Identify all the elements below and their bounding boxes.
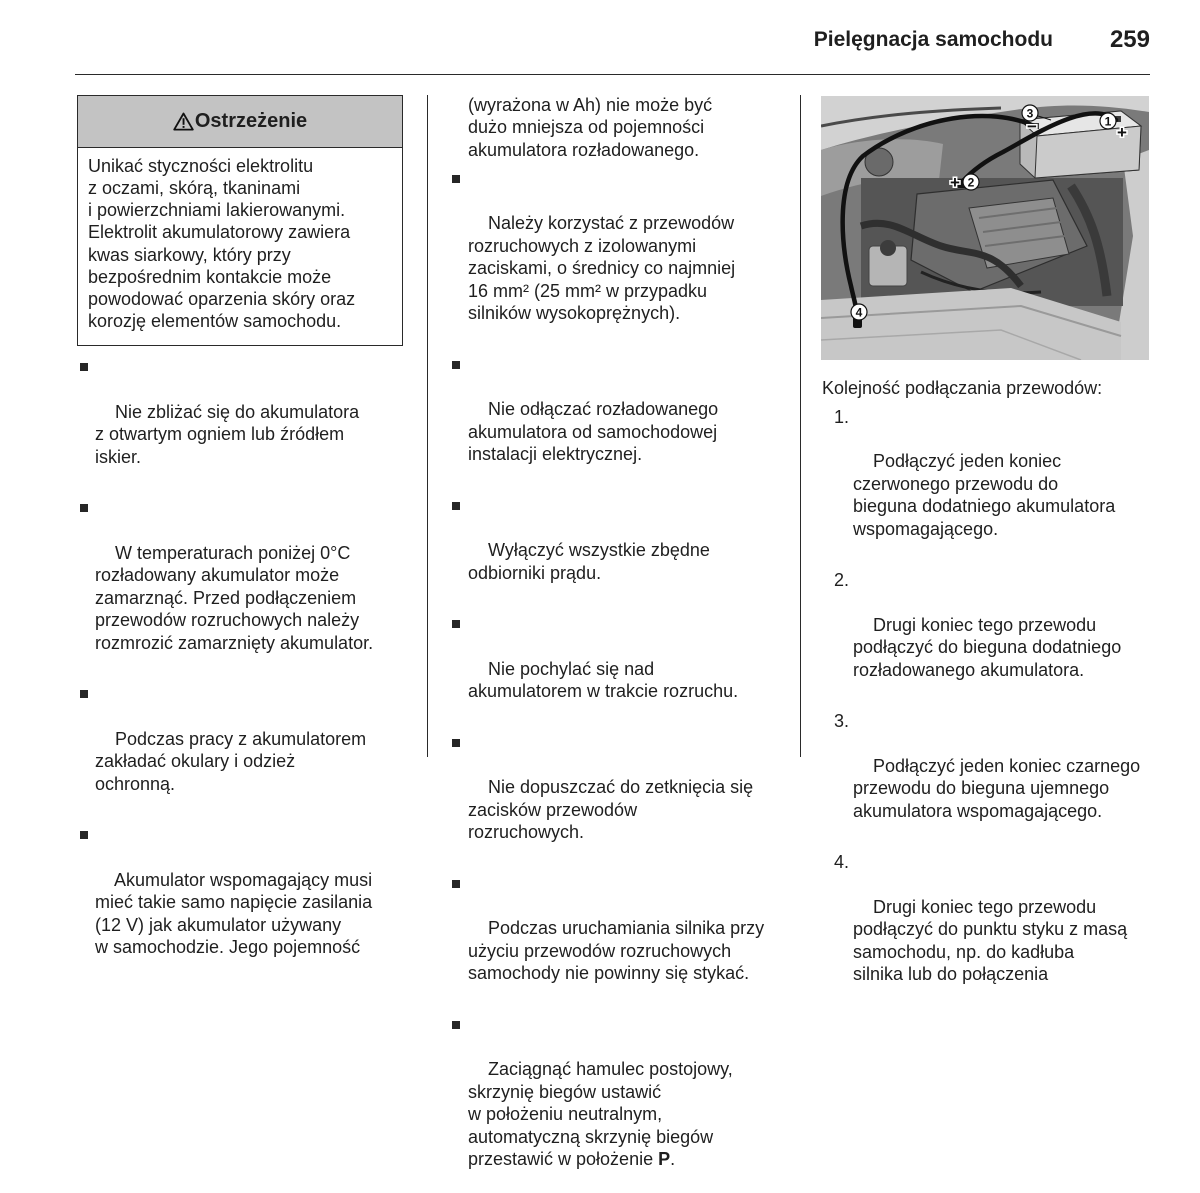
- list-item: [452, 494, 797, 606]
- list-item: [80, 683, 410, 818]
- list-item: [452, 732, 797, 867]
- bullet-marker: [452, 175, 460, 183]
- warning-title: Ostrzeżenie: [194, 110, 308, 132]
- bullet-marker: [80, 504, 88, 512]
- list-item-text: Wyłączyć wszystkie zbędne odbiorniki prądu.: [468, 540, 710, 583]
- list-item: [822, 710, 1162, 845]
- jump-start-figure: [821, 96, 1149, 360]
- list-item: [452, 1014, 797, 1193]
- minus-sign: −: [1027, 117, 1037, 136]
- step-number: 4.: [833, 852, 849, 873]
- step-number: 2.: [833, 570, 849, 591]
- list-item: [452, 353, 797, 488]
- list-item: [80, 824, 410, 981]
- list-item-text: Należy korzystać z przewodów rozruchowych z izolowanymi zaciskami, o średnicy co najmniej 16 mm² (25 mm² w przypadku silników wysokoprężnych).: [468, 213, 736, 324]
- column-divider-2: [800, 95, 801, 757]
- column-2-list: [452, 94, 797, 1193]
- step-text: Drugi koniec tego przewodu podłączyć do bieguna dodatniego rozładowanego akumulatora.: [853, 614, 1122, 680]
- step-number: 1.: [833, 406, 849, 427]
- warning-icon: [173, 112, 194, 131]
- bullet-marker: [452, 1021, 460, 1029]
- bullet-marker: [452, 880, 460, 888]
- callout-number: 1: [1104, 114, 1112, 129]
- bullet-marker: [80, 831, 88, 839]
- engine-bay-photo: [821, 96, 1149, 360]
- list-item: [822, 851, 1162, 1008]
- continuation-text: (wyrażona w Ah) nie może być dużo mniejsza od pojemności akumulatora rozładowanego.: [468, 94, 713, 160]
- list-item-text: Nie odłączać rozładowanego akumulatora od samochodowej instalacji elektrycznej.: [468, 399, 719, 465]
- list-item: [80, 356, 410, 491]
- plus-sign: +: [950, 173, 960, 192]
- step-text: Drugi koniec tego przewodu podłączyć do punktu styku z masą samochodu, np. do kadłuba silnika lub do połączenia: [853, 896, 1128, 985]
- step-number: 3.: [833, 711, 849, 732]
- list-item: [822, 569, 1162, 704]
- steps-intro: Kolejność podłączania przewodów:: [822, 377, 1103, 398]
- battery: [1020, 111, 1141, 178]
- list-item: [822, 406, 1162, 563]
- list-item-text: Podczas uruchamiania silnika przy użyciu przewodów rozruchowych samochody nie powinny się stykać.: [468, 918, 765, 984]
- list-item: [452, 167, 797, 347]
- callout-4: [851, 304, 867, 320]
- list-item-text: W temperaturach poniżej 0°C rozładowany akumulator może zamarznąć. Przed podłączeniem przewodów rozruchowych należy rozmrozić zamarznięty akumulator.: [95, 542, 374, 653]
- bullet-marker: [452, 739, 460, 747]
- list-item-text: Zaciągnąć hamulec postojowy, skrzynię biegów ustawić w położeniu neutralnym, automatyczną skrzynię biegów przestawić w położenie: [468, 1059, 733, 1170]
- warning-header: [78, 96, 402, 148]
- callout-number: 2: [967, 175, 975, 190]
- bullet-marker: [452, 620, 460, 628]
- bullet-marker: [80, 363, 88, 371]
- bullet-marker: [452, 361, 460, 369]
- column-divider-1: [427, 95, 428, 757]
- list-item: [80, 497, 410, 677]
- plus-sign: +: [1117, 123, 1127, 142]
- list-item-text: Nie zbliżać się do akumulatora z otwartym ogniem lub źródłem iskier.: [95, 401, 360, 467]
- bullet-marker: [452, 502, 460, 510]
- list-item: [452, 613, 797, 725]
- list-item-text-tail: .: [670, 1149, 676, 1170]
- list-item: [452, 873, 797, 1008]
- section-title: Pielęgnacja samochodu: [813, 28, 1053, 51]
- list-item-text: Nie dopuszczać do zetknięcia się zacisków przewodów rozruchowych.: [468, 777, 754, 843]
- list-item-text: Akumulator wspomagający musi mieć takie samo napięcie zasilania (12 V) jak akumulator używany w samochodzie. Jego pojemność: [95, 869, 373, 958]
- step-text: Podłączyć jeden koniec czerwonego przewodu do bieguna dodatniego akumulatora wspomagającego.: [853, 451, 1116, 539]
- bullet-marker: [80, 690, 88, 698]
- callout-number: 4: [855, 305, 863, 320]
- reservoir-cap: [880, 240, 896, 256]
- column-1-list: [80, 350, 410, 981]
- list-item-text: Nie pochylać się nad akumulatorem w trakcie rozruchu.: [468, 658, 739, 702]
- page-number: 259: [1109, 26, 1150, 53]
- warning-text: Unikać styczności elektrolitu z oczami, skórą, tkaninami i powierzchniami lakierowanymi. Elektrolit akumulatorowy zawiera kwas siarkowy, który przy bezpośrednim kontakcie może powodować oparzenia skóry oraz korozję elementów samochodu.: [88, 156, 356, 332]
- callout-number: 3: [1026, 106, 1034, 121]
- step-text: Podłączyć jeden koniec czarnego przewodu do bieguna ujemnego akumulatora wspomagającego.: [853, 755, 1141, 821]
- gear-position-label: P: [658, 1149, 671, 1170]
- header-rule: [75, 74, 1150, 75]
- list-item-text: Podczas pracy z akumulatorem zakładać okulary i odzież ochronną.: [95, 728, 367, 794]
- warning-box: [77, 95, 403, 346]
- column-3-list: [822, 377, 1162, 1008]
